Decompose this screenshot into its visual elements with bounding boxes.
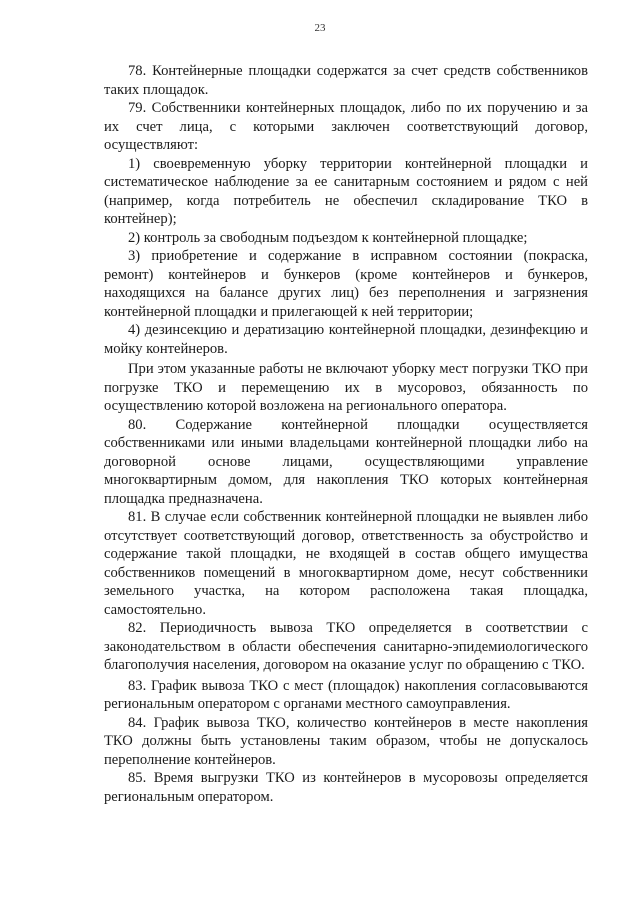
page-number: 23: [314, 22, 326, 34]
paragraph-84: 84. График вывоза ТКО, количество контейнеров в месте накопления ТКО должны быть установлены таким образом, чтобы не допускалось переполнение контейнеров.: [104, 714, 588, 768]
paragraph-78: 78. Контейнерные площадки содержатся за счет средств собственников таких площадок.: [104, 63, 588, 98]
paragraph-79-item-3: 3) приобретение и содержание в исправном состоянии (покраска, ремонт) контейнеров и бункеров (кроме контейнеров и бункеров, находящихся на балансе других лиц) без переполнения и загрязнения контейнерной площадки и прилегающей к ней территории;: [104, 248, 588, 320]
paragraph-79: 79. Собственники контейнерных площадок, либо по их поручению и за их счет лица, с которыми заключен соответствующий договор, осуществляют:: [104, 100, 588, 153]
paragraph-82: 82. Периодичность вывоза ТКО определяется в соответствии с законодательством в области обеспечения санитарно-эпидемиологического благополучия населения, договором на оказание услуг по обращению с ТКО.: [104, 620, 588, 673]
paragraph-79-item-1: 1) своевременную уборку территории контейнерной площадки и систематическое наблюдение за ее санитарным состоянием и рядом с ней (например, когда потребитель не обеспечил складирование ТКО в контейнер);: [104, 155, 588, 227]
paragraph-81: 81. В случае если собственник контейнерной площадки не выявлен либо отсутствует соответствующий договор, ответственность за обустройство и содержание такой площадки, не входящей в состав общего имущества собственников помещений в многоквартирном доме, несут собственники земельного участка, на котором расположена такая площадка, самостоятельно.: [104, 509, 588, 618]
paragraph-79-item-2: 2) контроль за свободным подъездом к контейнерной площадке;: [128, 229, 528, 246]
paragraph-80: 80. Содержание контейнерной площадки осуществляется собственниками или иными владельцами контейнерной площадки либо на договорной основе лицами, осуществляющими управление многоквартирным домом, для накопления ТКО которых контейнерная площадка предназначена.: [104, 416, 588, 507]
paragraph-79-item-4: 4) дезинсекцию и дератизацию контейнерной площадки, дезинфекцию и мойку контейнеров.: [104, 322, 588, 357]
paragraph-83: 83. График вывоза ТКО с мест (площадок) накопления согласовываются региональным оператором с органами местного самоуправления.: [104, 677, 588, 712]
document-body: [104, 62, 588, 806]
paragraph-79-note: При этом указанные работы не включают уборку мест погрузки ТКО при погрузке ТКО и перемещению их в мусоровоз, обязанность по осуществлению которой возложена на регионального оператора.: [104, 361, 588, 414]
paragraph-85: 85. Время выгрузки ТКО из контейнеров в мусоровозы определяется региональным оператором.: [104, 770, 588, 805]
